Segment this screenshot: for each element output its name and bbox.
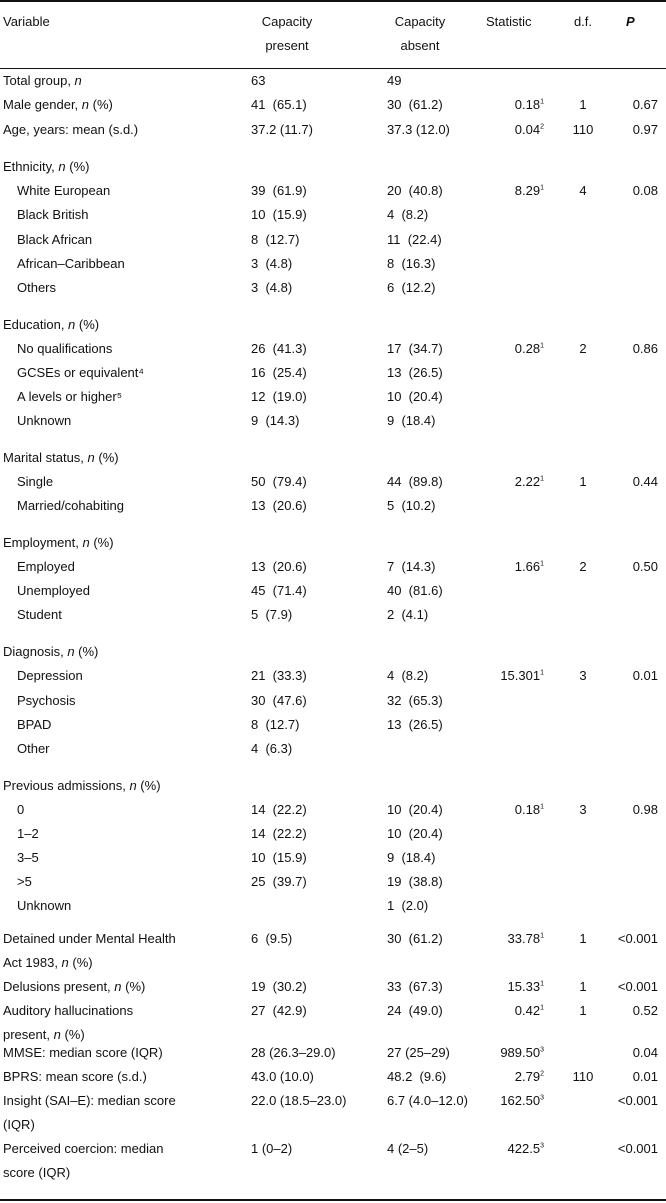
header-p: P — [626, 14, 635, 29]
statistic-value: 989.50$^3$ — [500, 1045, 544, 1060]
capacity-present-value: 45 (71.4) — [251, 583, 307, 598]
table-row — [0, 823, 666, 845]
capacity-present-value: 26 (41.3) — [251, 341, 307, 356]
df-value: 1 — [579, 1003, 587, 1018]
row-label: Delusions present, n (%) — [3, 979, 146, 994]
capacity-absent-value: 40 (81.6) — [387, 583, 443, 598]
p-value: 0.97 — [632, 122, 658, 137]
row-label: Previous admissions, n (%) — [3, 778, 161, 793]
p-value: 0.44 — [632, 474, 658, 489]
row-label: >5 — [17, 874, 32, 889]
capacity-absent-value: 13 (26.5) — [387, 365, 443, 380]
row-label: Perceived coercion: median — [3, 1141, 164, 1156]
capacity-absent-value: 37.3 (12.0) — [387, 122, 450, 137]
row-label: A levels or higher⁵ — [17, 389, 123, 404]
capacity-present-value: 10 (15.9) — [251, 207, 307, 222]
capacity-absent-value: 13 (26.5) — [387, 717, 443, 732]
capacity-absent-value: 4 (2–5) — [387, 1141, 429, 1156]
table-row — [0, 928, 666, 950]
header-rule — [0, 68, 666, 69]
row-label: Auditory hallucinations — [3, 1003, 134, 1018]
capacity-present-value: 8 (12.7) — [251, 232, 300, 247]
row-label-continuation: (IQR) — [3, 1117, 35, 1132]
table-row — [0, 665, 666, 687]
table-row — [0, 471, 666, 493]
capacity-present-value: 12 (19.0) — [251, 389, 307, 404]
statistic-value: 2.79$^2$ — [514, 1069, 544, 1084]
table-row — [0, 362, 666, 384]
table-row — [0, 229, 666, 251]
capacity-absent-value: 33 (67.3) — [387, 979, 443, 994]
capacity-absent-value: 10 (20.4) — [387, 826, 443, 841]
capacity-present-value: 25 (39.7) — [251, 874, 307, 889]
table-row — [0, 1090, 666, 1112]
capacity-absent-value: 49 — [387, 73, 402, 88]
row-label: Insight (SAI–E): median score — [3, 1093, 176, 1108]
row-label: Psychosis — [17, 693, 76, 708]
table-row — [0, 180, 666, 202]
row-label: Student — [17, 607, 62, 622]
row-label: Education, n (%) — [3, 317, 100, 332]
bottom-rule — [0, 1199, 666, 1201]
row-label: Unknown — [17, 413, 72, 428]
table-row — [0, 119, 666, 141]
df-value: 1 — [579, 97, 587, 112]
capacity-present-value: 43.0 (10.0) — [251, 1069, 314, 1084]
table-row — [0, 775, 666, 797]
header-variable: Variable — [3, 14, 50, 29]
capacity-absent-value: 9 (18.4) — [387, 850, 436, 865]
header-statistic: Statistic — [486, 14, 532, 29]
table-row — [0, 799, 666, 821]
row-label-continuation: present, n (%) — [3, 1027, 85, 1042]
capacity-present-value: 22.0 (18.5–23.0) — [251, 1093, 347, 1108]
capacity-absent-value: 10 (20.4) — [387, 389, 443, 404]
row-label: Single — [17, 474, 54, 489]
capacity-present-value: 41 (65.1) — [251, 97, 307, 112]
table-row — [0, 314, 666, 336]
capacity-present-value: 39 (61.9) — [251, 183, 307, 198]
row-label: Employment, n (%) — [3, 535, 114, 550]
p-value: 0.08 — [632, 183, 658, 198]
row-label-continuation: Act 1983, n (%) — [3, 955, 93, 970]
row-label: Detained under Mental Health — [3, 931, 176, 946]
capacity-absent-value: 1 (2.0) — [387, 898, 429, 913]
statistic-value: 8.29$^1$ — [514, 183, 544, 198]
df-value: 110 — [572, 122, 594, 137]
df-value: 2 — [579, 559, 587, 574]
capacity-absent-value: 27 (25–29) — [387, 1045, 450, 1060]
table-row — [0, 871, 666, 893]
statistic-value: 33.78$^1$ — [507, 931, 544, 946]
table-row — [0, 1000, 666, 1022]
table-row — [0, 895, 666, 917]
row-label: White European — [17, 183, 111, 198]
capacity-present-value: 63 — [251, 73, 266, 88]
capacity-present-value: 30 (47.6) — [251, 693, 307, 708]
statistic-value: 422.5$^3$ — [507, 1141, 544, 1156]
row-label: Male gender, n (%) — [3, 97, 113, 112]
capacity-present-value: 27 (42.9) — [251, 1003, 307, 1018]
p-value: <0.001 — [617, 1093, 658, 1108]
capacity-absent-value: 2 (4.1) — [387, 607, 429, 622]
row-label: 3–5 — [17, 850, 39, 865]
table-row — [0, 641, 666, 663]
row-label: BPAD — [17, 717, 52, 732]
p-value: <0.001 — [617, 1141, 658, 1156]
capacity-present-value: 13 (20.6) — [251, 559, 307, 574]
p-value: 0.01 — [632, 668, 658, 683]
capacity-absent-value: 4 (8.2) — [387, 207, 429, 222]
row-label: BPRS: mean score (s.d.) — [3, 1069, 147, 1084]
capacity-absent-value: 24 (49.0) — [387, 1003, 443, 1018]
table-row — [0, 94, 666, 116]
table-row — [0, 447, 666, 469]
row-label: Unknown — [17, 898, 72, 913]
row-label: African–Caribbean — [17, 256, 125, 271]
statistic-value: 0.04$^2$ — [514, 122, 544, 137]
header-capacity-absent-line2: absent — [400, 38, 440, 53]
df-value: 110 — [572, 1069, 594, 1084]
capacity-absent-value: 6.7 (4.0–12.0) — [387, 1093, 468, 1108]
header-capacity-present-line2: present — [265, 38, 309, 53]
table-row — [0, 1138, 666, 1160]
capacity-present-value: 28 (26.3–29.0) — [251, 1045, 336, 1060]
row-label: Unemployed — [17, 583, 90, 598]
row-label: Other — [17, 741, 50, 756]
statistic-value: 0.18$^1$ — [514, 802, 544, 817]
capacity-present-value: 6 (9.5) — [251, 931, 293, 946]
capacity-absent-value: 8 (16.3) — [387, 256, 436, 271]
row-label: Employed — [17, 559, 75, 574]
capacity-present-value: 50 (79.4) — [251, 474, 307, 489]
statistic-value: 15.33$^1$ — [507, 979, 544, 994]
capacity-present-value: 16 (25.4) — [251, 365, 307, 380]
df-value: 1 — [579, 931, 587, 946]
capacity-absent-value: 4 (8.2) — [387, 668, 429, 683]
capacity-absent-value: 30 (61.2) — [387, 97, 443, 112]
header-capacity-present — [232, 10, 342, 58]
table-row — [0, 714, 666, 736]
table-row — [0, 580, 666, 602]
row-label: 0 — [17, 802, 25, 817]
capacity-absent-value: 32 (65.3) — [387, 693, 443, 708]
table-row — [0, 532, 666, 554]
capacity-absent-value: 7 (14.3) — [387, 559, 436, 574]
top-rule — [0, 0, 666, 2]
p-value: 0.67 — [632, 97, 658, 112]
table-row — [0, 204, 666, 226]
capacity-absent-value: 6 (12.2) — [387, 280, 436, 295]
capacity-absent-value: 48.2 (9.6) — [387, 1069, 447, 1084]
statistic-value: 162.50$^3$ — [500, 1093, 544, 1108]
capacity-absent-value: 9 (18.4) — [387, 413, 436, 428]
capacity-present-value: 4 (6.3) — [251, 741, 293, 756]
row-label: 1–2 — [17, 826, 39, 841]
p-value: 0.52 — [632, 1003, 658, 1018]
p-value: 0.86 — [632, 341, 658, 356]
p-value: 0.98 — [632, 802, 658, 817]
row-label: Ethnicity, n (%) — [3, 159, 90, 174]
header-capacity-absent-line1: Capacity — [394, 14, 446, 29]
capacity-absent-value: 17 (34.7) — [387, 341, 443, 356]
capacity-absent-value: 44 (89.8) — [387, 474, 443, 489]
row-label: Depression — [17, 668, 83, 683]
table-row — [0, 338, 666, 360]
row-label: Married/cohabiting — [17, 498, 124, 513]
table-row — [0, 156, 666, 178]
capacity-present-value: 14 (22.2) — [251, 802, 307, 817]
statistic-value: 0.18$^1$ — [514, 97, 544, 112]
row-label: Marital status, n (%) — [3, 450, 119, 465]
df-value: 4 — [579, 183, 587, 198]
statistic-value: 0.42$^1$ — [514, 1003, 544, 1018]
header-capacity-present-line1: Capacity — [261, 14, 313, 29]
header-df: d.f. — [573, 14, 593, 29]
capacity-present-value: 14 (22.2) — [251, 826, 307, 841]
table-row — [0, 253, 666, 275]
df-value: 3 — [579, 668, 587, 683]
row-label: Black African — [17, 232, 93, 247]
header-capacity-absent — [365, 10, 475, 58]
capacity-absent-value: 5 (10.2) — [387, 498, 436, 513]
capacity-present-value: 3 (4.8) — [251, 256, 293, 271]
statistic-value: 2.22$^1$ — [514, 474, 544, 489]
row-label-continuation: score (IQR) — [3, 1165, 71, 1180]
p-value: 0.01 — [632, 1069, 658, 1084]
capacity-present-value: 9 (14.3) — [251, 413, 300, 428]
capacity-present-value: 10 (15.9) — [251, 850, 307, 865]
capacity-present-value: 8 (12.7) — [251, 717, 300, 732]
capacity-present-value: 13 (20.6) — [251, 498, 307, 513]
capacity-absent-value: 10 (20.4) — [387, 802, 443, 817]
table-row — [0, 386, 666, 408]
capacity-absent-value: 19 (38.8) — [387, 874, 443, 889]
table-row — [0, 604, 666, 626]
table-row — [0, 847, 666, 869]
capacity-present-value: 37.2 (11.7) — [251, 122, 313, 137]
df-value: 2 — [579, 341, 587, 356]
statistic-value: 15.301$^1$ — [500, 668, 544, 683]
table-row — [0, 1042, 666, 1064]
table-row — [0, 1066, 666, 1088]
table-row — [0, 556, 666, 578]
row-label: No qualifications — [17, 341, 113, 356]
row-label: Total group, n — [3, 73, 82, 88]
row-label: MMSE: median score (IQR) — [3, 1045, 163, 1060]
row-label: Black British — [17, 207, 89, 222]
df-value: 1 — [579, 474, 587, 489]
p-value: 0.50 — [632, 559, 658, 574]
capacity-absent-value: 20 (40.8) — [387, 183, 443, 198]
capacity-absent-value: 11 (22.4) — [387, 232, 442, 247]
p-value: <0.001 — [617, 979, 658, 994]
df-value: 3 — [579, 802, 587, 817]
table-row — [0, 690, 666, 712]
p-value: 0.04 — [632, 1045, 658, 1060]
table-row — [0, 277, 666, 299]
table-row — [0, 410, 666, 432]
table-row — [0, 976, 666, 998]
p-value: <0.001 — [617, 931, 658, 946]
capacity-present-value: 5 (7.9) — [251, 607, 293, 622]
row-label: Diagnosis, n (%) — [3, 644, 99, 659]
capacity-present-value: 19 (30.2) — [251, 979, 307, 994]
row-label: Age, years: mean (s.d.) — [3, 122, 139, 137]
df-value: 1 — [579, 979, 587, 994]
row-label: GCSEs or equivalent⁴ — [17, 365, 144, 380]
capacity-absent-value: 30 (61.2) — [387, 931, 443, 946]
table-row — [0, 70, 666, 92]
table-row — [0, 738, 666, 760]
capacity-present-value: 1 (0–2) — [251, 1141, 293, 1156]
row-label: Others — [17, 280, 57, 295]
statistic-value: 0.28$^1$ — [514, 341, 544, 356]
capacity-present-value: 3 (4.8) — [251, 280, 293, 295]
table-row — [0, 495, 666, 517]
statistic-value: 1.66$^1$ — [514, 559, 544, 574]
capacity-present-value: 21 (33.3) — [251, 668, 307, 683]
